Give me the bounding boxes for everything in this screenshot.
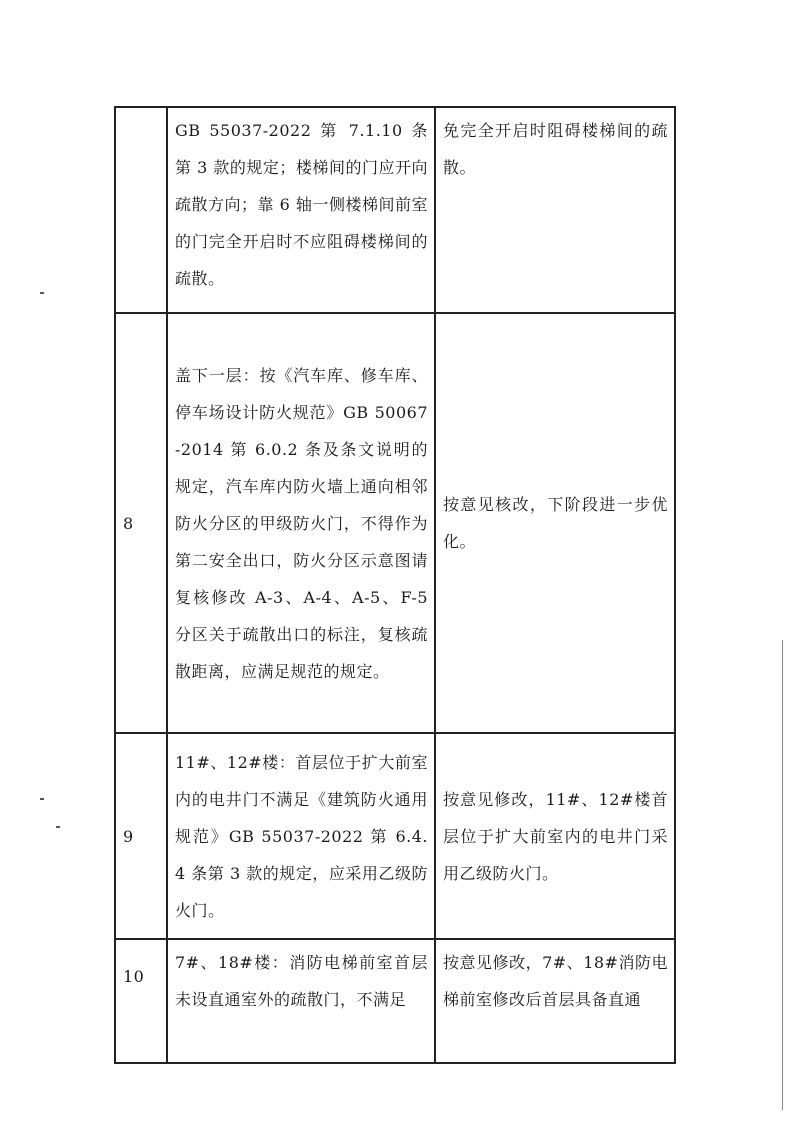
row-number: 8 <box>115 313 167 733</box>
review-comment: 盖下一层：按《汽车库、修车库、停车场设计防火规范》GB 50067-2014 第 6.0.2 条及条文说明的规定，汽车库内防火墙上通向相邻防火分区的甲级防火门，不得作为第二安全出口，防火分区示意图请复核修改 A-3、A-4、A-5、F-5 分区关于疏散出口的标注，复核疏散距离，应满足规范的规定。 <box>167 313 435 733</box>
scan-speck <box>56 826 60 828</box>
table-row <box>115 313 675 733</box>
scan-edge-line <box>782 640 783 1110</box>
response: 按意见核改，下阶段进一步优化。 <box>435 313 675 733</box>
review-table <box>114 106 676 1064</box>
table-row <box>115 107 675 313</box>
table-row <box>115 939 675 1063</box>
review-comment: 7#、18#楼：消防电梯前室首层未设直通室外的疏散门，不满足 <box>167 939 435 1063</box>
response: 按意见修改，7#、18#消防电梯前室修改后首层具备直通 <box>435 939 675 1063</box>
row-number: 10 <box>115 939 167 1063</box>
scan-speck <box>40 292 44 294</box>
review-comment: 11#、12#楼：首层位于扩大前室内的电井门不满足《建筑防火通用规范》GB 55037-2022 第 6.4.4 条第 3 款的规定，应采用乙级防火门。 <box>167 733 435 939</box>
row-number: 9 <box>115 733 167 939</box>
scan-speck <box>40 798 44 800</box>
row-number <box>115 107 167 313</box>
table-row <box>115 733 675 939</box>
response: 按意见修改，11#、12#楼首层位于扩大前室内的电井门采用乙级防火门。 <box>435 733 675 939</box>
response: 免完全开启时阻碍楼梯间的疏散。 <box>435 107 675 313</box>
review-comment: GB 55037-2022 第 7.1.10 条第 3 款的规定；楼梯间的门应开向疏散方向；靠 6 轴一侧楼梯间前室的门完全开启时不应阻碍楼梯间的疏散。 <box>167 107 435 313</box>
